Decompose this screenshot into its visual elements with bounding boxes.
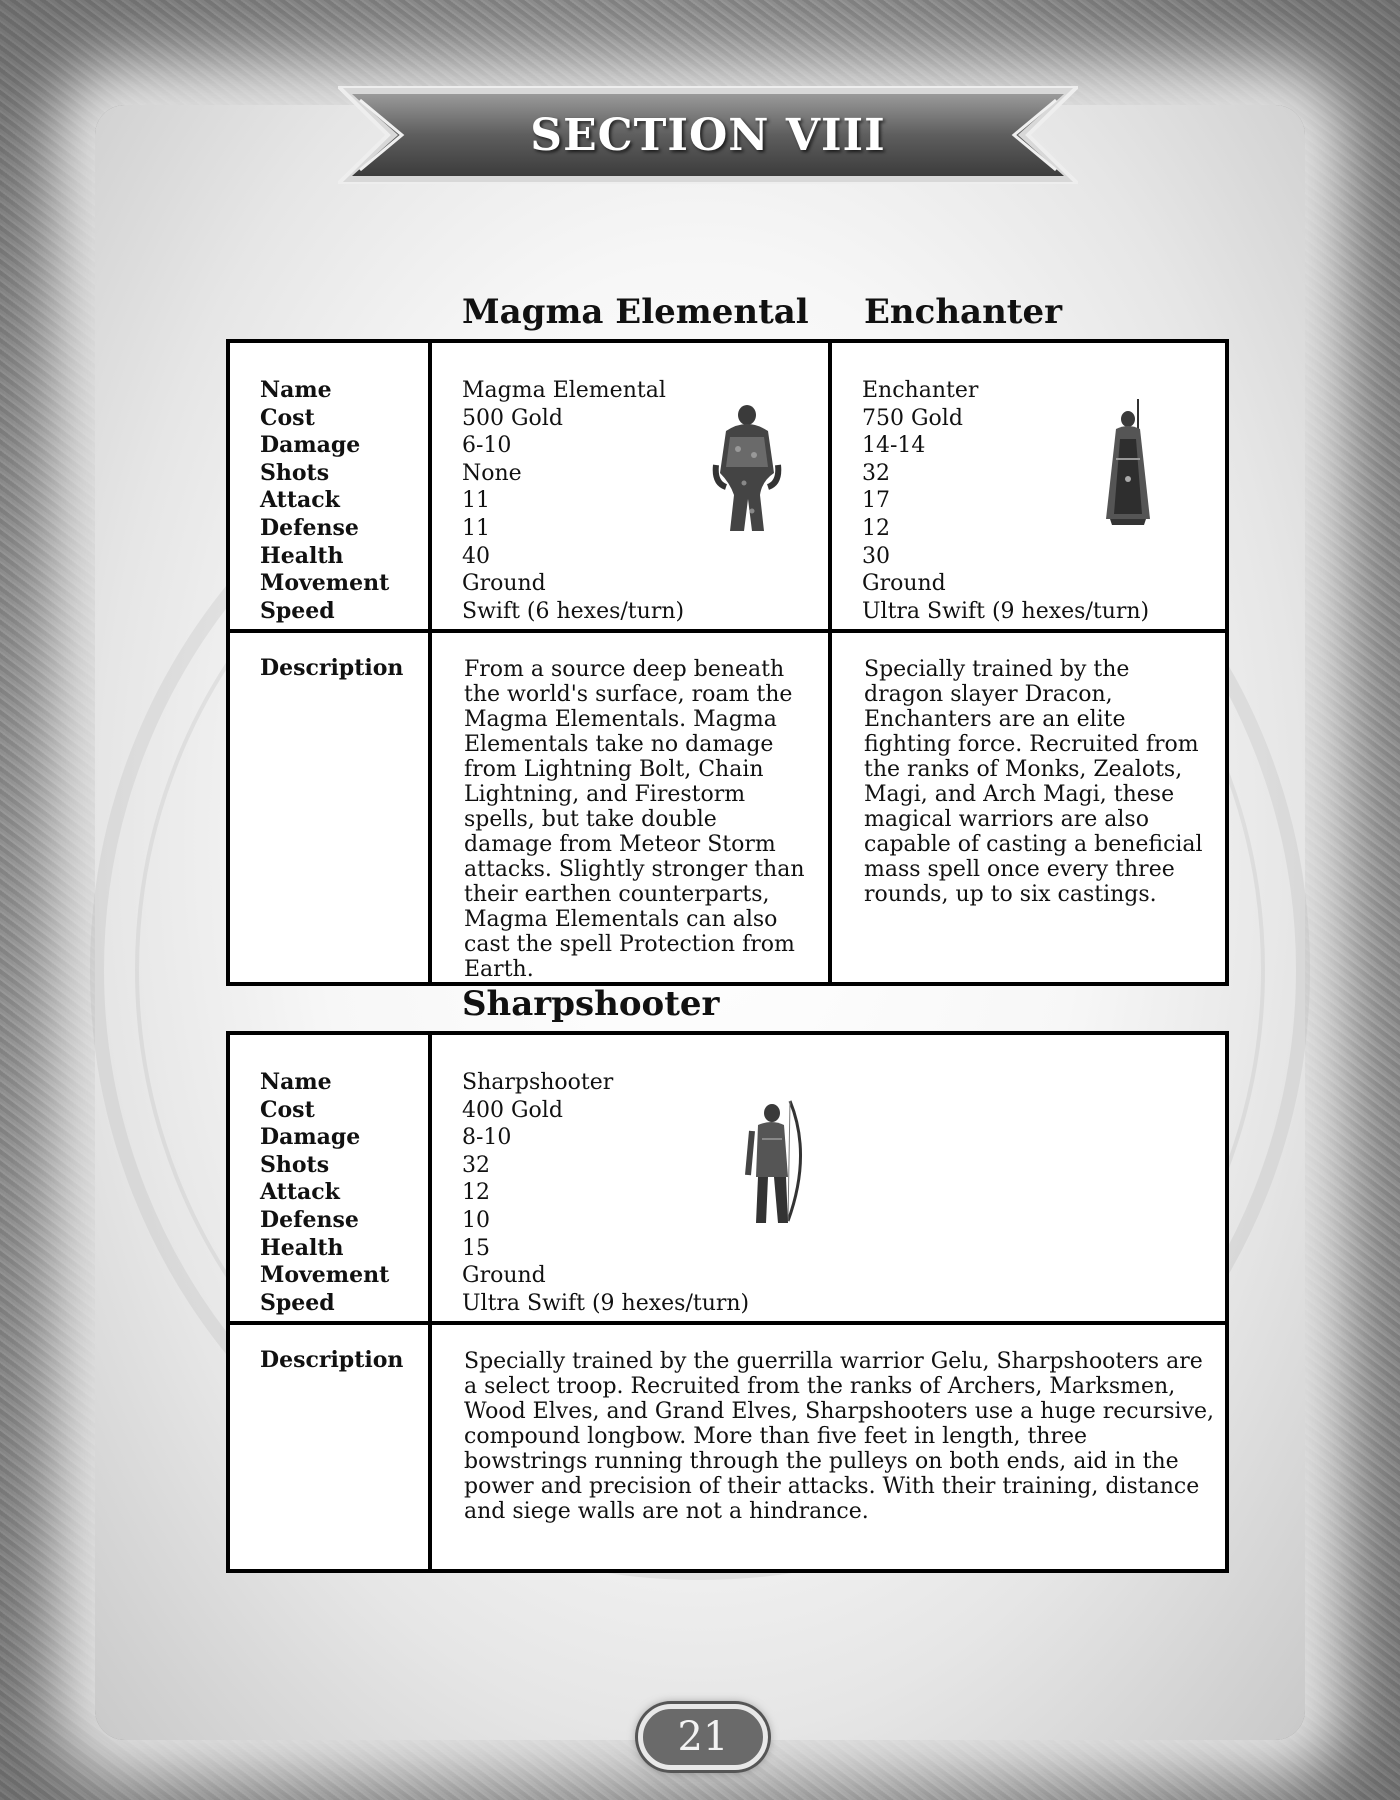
stat-label: Health bbox=[260, 1234, 344, 1261]
stat-value: 12 bbox=[862, 515, 890, 541]
description-label-cell bbox=[228, 1323, 430, 1571]
stat-value: 32 bbox=[462, 1152, 490, 1178]
stat-value: Enchanter bbox=[862, 378, 979, 403]
stat-labels-cell bbox=[228, 1033, 430, 1323]
stat-value: 30 bbox=[862, 543, 890, 569]
stat-value: 400 Gold bbox=[462, 1097, 563, 1123]
stats-table-top bbox=[226, 339, 1229, 986]
stat-value: 6-10 bbox=[462, 433, 512, 459]
description-label: Description bbox=[260, 655, 404, 681]
stat-value: 14-14 bbox=[862, 433, 926, 459]
stat-value: 500 Gold bbox=[462, 405, 563, 431]
stat-label: Attack bbox=[260, 1179, 340, 1206]
unit-heading-sharpshooter: Sharpshooter bbox=[462, 984, 720, 1024]
stat-label: Damage bbox=[260, 432, 361, 459]
page-number: 21 bbox=[638, 1704, 768, 1770]
unit-heading-magma-elemental: Magma Elemental bbox=[462, 292, 809, 332]
stat-value: None bbox=[462, 460, 522, 486]
stat-value: 12 bbox=[462, 1180, 490, 1206]
description-label: Description bbox=[260, 1347, 404, 1373]
sharpshooter-stats-cell bbox=[430, 1033, 1227, 1323]
section-banner bbox=[338, 86, 1078, 184]
stat-value: 40 bbox=[462, 543, 490, 569]
description-label-cell bbox=[228, 631, 430, 984]
stat-label: Movement bbox=[260, 570, 390, 597]
stat-label: Speed bbox=[260, 597, 335, 624]
stat-value: Swift (6 hexes/turn) bbox=[462, 598, 685, 624]
stat-value: 32 bbox=[862, 460, 890, 486]
enchanter-description-cell bbox=[830, 631, 1227, 984]
sharpshooter-description-cell bbox=[430, 1323, 1227, 1571]
stat-value: 10 bbox=[462, 1207, 490, 1233]
stat-label: Attack bbox=[260, 487, 340, 514]
stat-label: Name bbox=[260, 377, 332, 403]
stat-label: Health bbox=[260, 542, 344, 569]
stat-label: Cost bbox=[260, 404, 315, 431]
magma-elemental-stats-cell bbox=[430, 341, 830, 631]
stat-value: 11 bbox=[462, 488, 490, 514]
stat-labels-cell bbox=[228, 341, 430, 631]
stat-label: Damage bbox=[260, 1124, 361, 1151]
stats-table-bottom bbox=[226, 1031, 1229, 1573]
stat-label: Name bbox=[260, 1069, 332, 1095]
stat-label: Cost bbox=[260, 1096, 315, 1123]
stat-label: Speed bbox=[260, 1289, 335, 1316]
stat-value: Ground bbox=[862, 571, 946, 597]
magma-elemental-description: From a source deep beneath the world's surface, roam the Magma Elementals. Magma Elementals take no damage from Lightning Bolt, Chain Lightning, and Firestorm spells, but take double damage from Meteor Storm attacks. Slightly stronger than their earthen counterparts, Magma Elementals can also cast the spell Protection from Earth. bbox=[464, 657, 805, 982]
stat-label: Defense bbox=[260, 514, 359, 541]
magma-elemental-description-cell bbox=[430, 631, 830, 984]
enchanter-description: Specially trained by the dragon slayer Dracon, Enchanters are an elite fighting force. Recruited from the ranks of Monks, Zealots, Magi, and Arch Magi, these magical warriors are also capable of casting a beneficial mass spell once every three rounds, up to six castings. bbox=[864, 657, 1203, 907]
stat-value: Ultra Swift (9 hexes/turn) bbox=[862, 598, 1150, 624]
section-title: SECTION VIII bbox=[530, 109, 886, 161]
stat-value: 750 Gold bbox=[862, 405, 963, 431]
enchanter-stats-cell bbox=[830, 341, 1227, 631]
stat-value: Ground bbox=[462, 571, 546, 597]
unit-heading-enchanter: Enchanter bbox=[864, 292, 1063, 332]
stat-value: Sharpshooter bbox=[462, 1070, 614, 1095]
stat-value: Ground bbox=[462, 1263, 546, 1289]
stat-label: Shots bbox=[260, 1151, 330, 1178]
stat-value: Ultra Swift (9 hexes/turn) bbox=[462, 1290, 750, 1316]
stat-value: 8-10 bbox=[462, 1125, 512, 1151]
stat-label: Shots bbox=[260, 459, 330, 486]
stat-value: 17 bbox=[862, 488, 890, 514]
stat-label: Movement bbox=[260, 1262, 390, 1289]
stat-value: 15 bbox=[462, 1235, 490, 1261]
stat-value: 11 bbox=[462, 515, 490, 541]
sharpshooter-description: Specially trained by the guerrilla warrior Gelu, Sharpshooters are a select troop. Recruited from the ranks of Archers, Marksmen, Wood Elves, and Grand Elves, Sharpshooters use a huge recursive, compound longbow. More than five feet in length, three bowstrings running through the pulleys on both ends, aid in the power and precision of their attacks. With their training, distance and siege walls are not a hindrance. bbox=[464, 1349, 1215, 1524]
enchanter-sprite bbox=[1094, 399, 1164, 534]
magma-elemental-sprite bbox=[712, 403, 782, 538]
stat-label: Defense bbox=[260, 1206, 359, 1233]
stat-value: Magma Elemental bbox=[462, 378, 666, 403]
sharpshooter-sprite bbox=[742, 1095, 812, 1230]
